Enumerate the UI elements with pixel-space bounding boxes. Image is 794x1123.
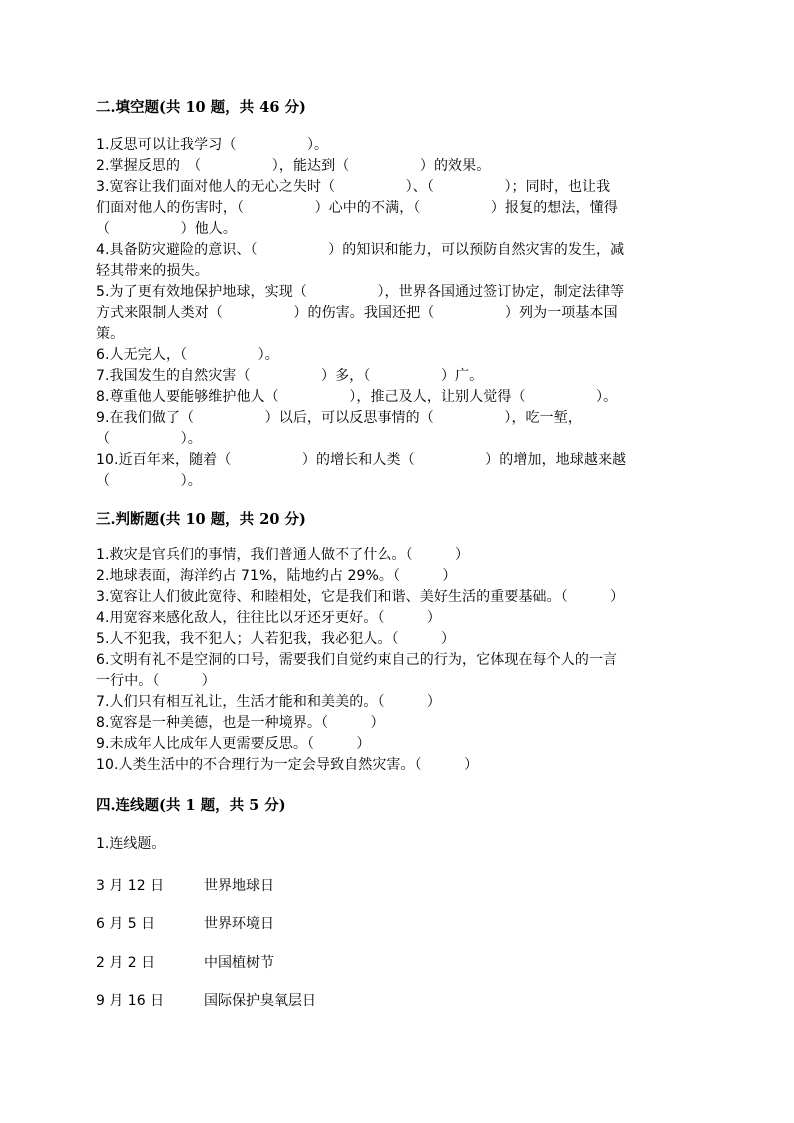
judge-line: 一行中。（ ） [96,673,216,689]
match-row [96,990,316,1010]
fill-line: （ ）他人。 [96,221,237,237]
fill-line: 2.掌握反思的 （ ），能达到（ ）的效果。 [96,158,491,174]
match-event: 世界环境日 [204,916,274,932]
match-row [96,913,274,933]
match-date: 3 月 12 日 [96,878,165,894]
fill-line: 1.反思可以让我学习（ ）。 [96,137,329,153]
judge-line: 4.用宽容来感化敌人，往往比以牙还牙更好。（ ） [96,610,441,626]
judge-line: 5.人不犯我，我不犯人；人若犯我，我必犯人。（ ） [96,631,456,647]
judge-line: 1.救灾是官兵们的事情，我们普通人做不了什么。（ ） [96,547,470,563]
fill-questions [96,135,700,492]
fill-line: 8.尊重他人要能够维护他人（ ），推己及人，让别人觉得（ ）。 [96,389,618,405]
fill-line: 10.近百年来，随着（ ）的增长和人类（ ）的增加，地球越来越 [96,452,627,468]
match-event: 国际保护臭氧层日 [204,993,316,1009]
match-date: 2 月 2 日 [96,955,156,971]
fill-line: 策。 [96,326,125,342]
section-title-fill: 二.填空题(共 10 题，共 46 分) [96,99,306,116]
fill-line: 们面对他人的伤害时，（ ）心中的不满，（ ）报复的想法，懂得 [96,200,618,216]
fill-line: 9.在我们做了（ ）以后，可以反思事情的（ ），吃一堑， [96,410,582,426]
fill-line: 5.为了更有效地保护地球，实现（ ），世界各国通过签订协定，制定法律等 [96,284,625,300]
match-row [96,952,274,972]
fill-line: 7.我国发生的自然灾害（ ）多，（ ）广。 [96,368,484,384]
match-row [96,875,274,895]
match-event: 中国植树节 [204,955,274,971]
match-date: 9 月 16 日 [96,993,165,1009]
judge-line: 7.人们只有相互礼让，生活才能和和美美的。（ ） [96,694,441,710]
fill-line: 4.具备防灾避险的意识、（ ）的知识和能力，可以预防自然灾害的发生，减 [96,242,625,258]
judge-line: 8.宽容是一种美德，也是一种境界。（ ） [96,715,385,731]
section-title-match: 四.连线题(共 1 题，共 5 分) [96,797,286,814]
match-event: 世界地球日 [204,878,274,894]
fill-line: 3.宽容让我们面对他人的无心之失时（ ）、（ ）；同时，也让我 [96,179,611,195]
judge-line: 6.文明有礼不是空洞的口号，需要我们自觉约束自己的行为，它体现在每个人的一言 [96,652,618,668]
judge-line: 3.宽容让人们彼此宽待、和睦相处，它是我们和谐、美好生活的重要基础。（ ） [96,589,625,605]
fill-line: 6.人无完人，（ ）。 [96,347,279,363]
judge-line: 2.地球表面，海洋约占 71%，陆地约占 29%。（ ） [96,568,457,584]
match-date: 6 月 5 日 [96,916,156,932]
fill-line: （ ）。 [96,431,202,447]
judge-line: 10.人类生活中的不合理行为一定会导致自然灾害。（ ） [96,757,479,773]
judge-line: 9.未成年人比成年人更需要反思。（ ） [96,736,371,752]
fill-line: 轻其带来的损失。 [96,263,209,279]
fill-line: （ ）。 [96,473,202,489]
match-question: 1.连线题。 [96,836,166,852]
section-title-judge: 三.判断题(共 10 题，共 20 分) [96,511,306,528]
fill-line: 方式来限制人类对（ ）的伤害。我国还把（ ）列为一项基本国 [96,305,618,321]
judge-questions [96,545,700,776]
